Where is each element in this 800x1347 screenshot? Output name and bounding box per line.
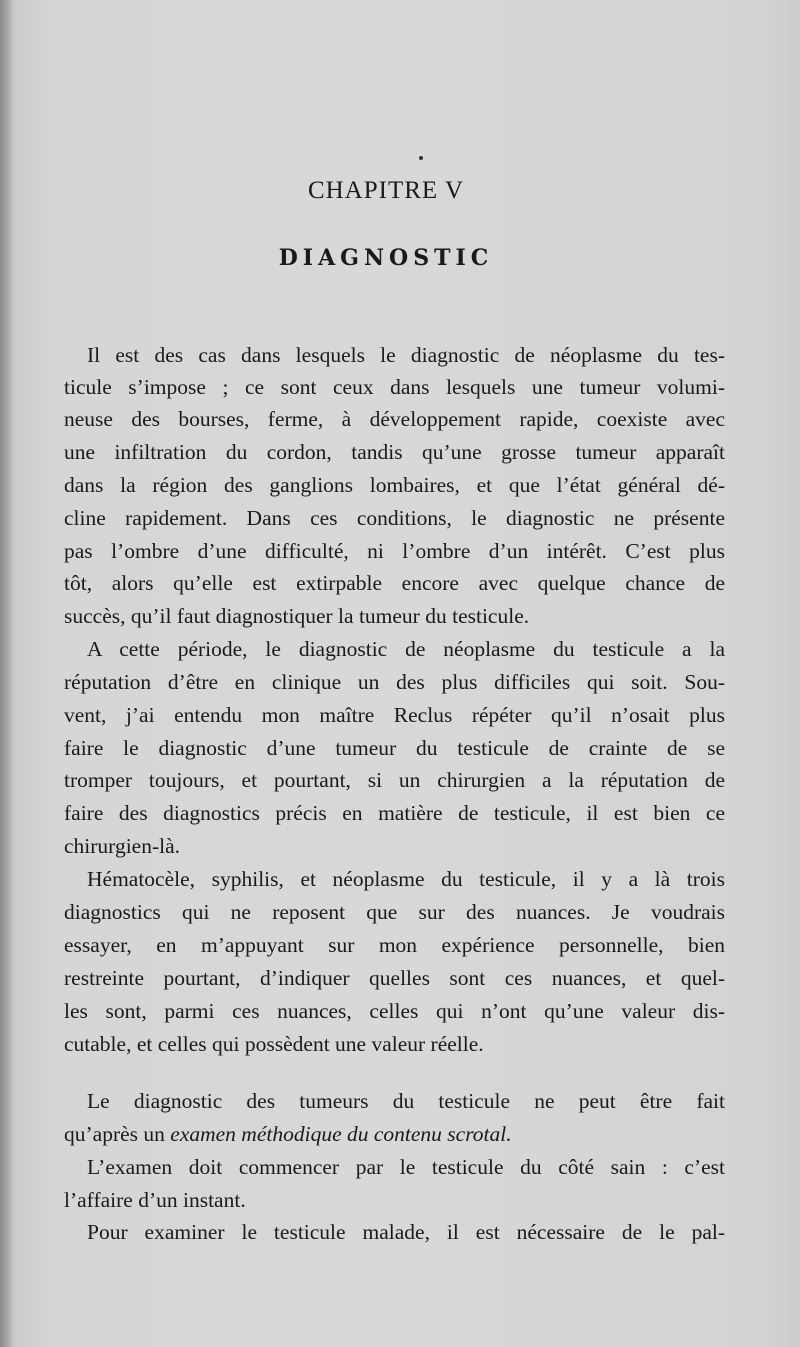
text-span: qu’après un — [64, 1122, 171, 1146]
text-line: les sont, parmi ces nuances, celles qui n’ont qu’une valeur dis- — [64, 999, 725, 1023]
text-line: L’examen doit commencer par le testicule du côté sain : c’est — [87, 1155, 725, 1179]
chapter-heading: CHAPITRE V — [307, 177, 465, 204]
text-line: ticule s’impose ; ce sont ceux dans lesquels une tumeur volumi- — [64, 375, 725, 399]
text-line: diagnostics qui ne reposent que sur des nuances. Je voudrais — [64, 900, 725, 924]
text-line: pas l’ombre d’une difficulté, ni l’ombre d’un intérêt. C’est plus — [64, 539, 725, 563]
text-line: cline rapidement. Dans ces conditions, le diagnostic ne présente — [64, 506, 725, 530]
text-line: Pour examiner le testicule malade, il est nécessaire de le pal- — [87, 1220, 725, 1244]
section-title: DIAGNOSTIC — [278, 245, 494, 271]
text-line: essayer, en m’appuyant sur mon expérience personnelle, bien — [64, 933, 725, 957]
text-line: réputation d’être en clinique un des plus difficiles qui soit. Sou- — [64, 670, 725, 694]
text-line: Il est des cas dans lesquels le diagnostic de néoplasme du tes- — [87, 343, 725, 367]
text-line: Hématocèle, syphilis, et néoplasme du testicule, il y a là trois — [87, 867, 725, 891]
ornament-dot — [419, 156, 423, 160]
text-line: tôt, alors qu’elle est extirpable encore avec quelque chance de — [64, 571, 725, 595]
text-line: une infiltration du cordon, tandis qu’une grosse tumeur apparaît — [64, 440, 725, 464]
text-line: faire le diagnostic d’une tumeur du testicule de crainte de se — [64, 736, 725, 760]
text-line: Le diagnostic des tumeurs du testicule ne peut être fait — [87, 1089, 725, 1113]
text-line: faire des diagnostics précis en matière de testicule, il est bien ce — [64, 801, 725, 825]
text-line: succès, qu’il faut diagnostiquer la tumeur du testicule. — [64, 604, 530, 628]
text-line: vent, j’ai entendu mon maître Reclus répéter qu’il n’osait plus — [64, 703, 725, 727]
text-line: dans la région des ganglions lombaires, et que l’état général dé- — [64, 473, 725, 497]
text-line: neuse des bourses, ferme, à développement rapide, coexiste avec — [64, 407, 725, 431]
emphasis-text: examen méthodique du contenu scrotal. — [170, 1122, 512, 1146]
text-line: tromper toujours, et pourtant, si un chirurgien a la réputation de — [64, 768, 725, 792]
text-line: chirurgien-là. — [64, 834, 181, 858]
text-line: A cette période, le diagnostic de néoplasme du testicule a la — [87, 637, 725, 661]
text-line: cutable, et celles qui possèdent une valeur réelle. — [64, 1032, 484, 1056]
text-line: l’affaire d’un instant. — [64, 1188, 246, 1212]
text-line — [64, 1118, 512, 1150]
text-line: restreinte pourtant, d’indiquer quelles sont ces nuances, et quel- — [64, 966, 725, 990]
